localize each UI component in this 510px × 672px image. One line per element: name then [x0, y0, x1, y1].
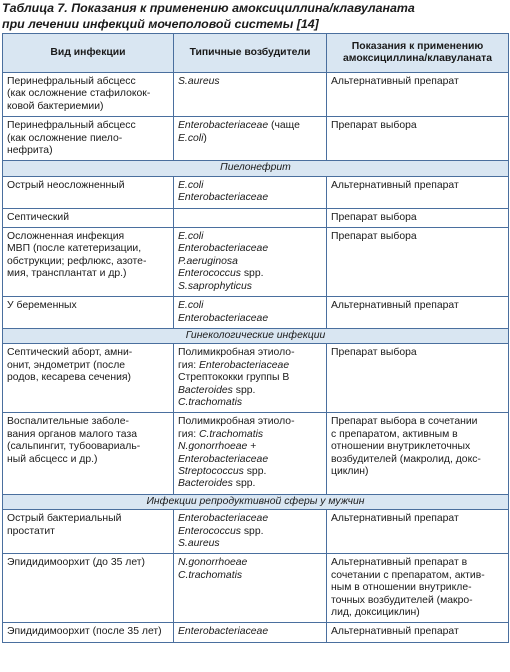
caption-line-2: при лечении инфекций мочеполовой системы [14]: [2, 17, 319, 31]
table-header-row: [3, 34, 509, 73]
cell-line: циклин): [331, 465, 369, 477]
pathogen-name: S.aureus: [178, 538, 220, 549]
cell-text: spp.: [240, 268, 264, 280]
pathogen-name: S.saprophyticus: [178, 280, 252, 292]
cell-line: ным в отношении внутрикле-: [331, 582, 472, 594]
section-row: [3, 494, 509, 509]
table-row: [3, 176, 509, 208]
cell-line: [178, 526, 322, 538]
pathogen-name: Bacteroides: [178, 478, 233, 490]
cell-indication: [327, 297, 509, 329]
cell-pathogens: [174, 228, 327, 297]
cell-line: Препарат выбора: [331, 120, 417, 132]
cell-line: [178, 281, 322, 293]
cell-line: ковой бактериемии): [7, 100, 104, 112]
cell-infection-type: [3, 510, 174, 554]
pathogen-name: Bacteroides: [178, 384, 233, 396]
table-row: [3, 117, 509, 161]
pathogen-name: Enterococcus: [178, 268, 241, 280]
cell-indication: [327, 117, 509, 161]
cell-line: [178, 557, 322, 569]
cell-line: МВП (после катетеризации,: [7, 243, 142, 255]
cell-line: [178, 538, 322, 550]
cell-line: [178, 626, 322, 638]
cell-line: Септический аборт, амни-: [7, 347, 133, 359]
cell-infection-type: [3, 228, 174, 297]
cell-line: Препарат выбора в сочетании: [331, 416, 478, 428]
cell-line: [178, 478, 322, 490]
cell-text: Полимикробная этиоло-: [178, 416, 295, 428]
cell-line: [178, 192, 322, 204]
table-row: [3, 73, 509, 117]
section-label: Гинекологические инфекции: [3, 328, 509, 343]
pathogen-name: Enterobacteriaceae: [199, 359, 290, 371]
pathogen-name: E.coli: [178, 179, 204, 191]
cell-line: точных возбудителей (макро-: [331, 594, 473, 606]
table-row: [3, 297, 509, 329]
cell-infection-type: [3, 413, 174, 494]
cell-line: вания органов малого таза: [7, 428, 138, 440]
table-row: [3, 208, 509, 227]
cell-pathogens: [174, 208, 327, 227]
table-row: [3, 554, 509, 623]
cell-indication: [327, 228, 509, 297]
cell-line: Альтернативный препарат: [331, 76, 459, 87]
cell-line: Альтернативный препарат: [331, 300, 459, 312]
page-bottom-edge: [0, 668, 510, 672]
cell-line: родов, кесарева сечения): [7, 372, 131, 384]
cell-line: с препаратом, активным в: [331, 428, 458, 440]
pathogen-name: Enterobacteriaceae: [178, 453, 269, 465]
cell-line: [178, 513, 322, 525]
pathogen-name: P.aeruginosa: [178, 255, 238, 267]
pathogen-name: S.aureus: [178, 76, 220, 87]
cell-indication: [327, 623, 509, 642]
cell-infection-type: [3, 117, 174, 161]
cell-line: [178, 180, 322, 192]
cell-pathogens: [174, 344, 327, 413]
pathogen-name: C.trachomatis: [199, 428, 264, 440]
cell-line: У беременных: [7, 300, 77, 312]
cell-line: Воспалительные заболе-: [7, 416, 129, 428]
cell-line: (как осложнение стафилокок-: [7, 88, 151, 100]
cell-text: +: [247, 441, 257, 453]
cell-line: Острый неосложненный: [7, 179, 125, 191]
pathogen-name: Enterococcus: [178, 525, 241, 537]
pathogen-name: C.trachomatis: [178, 396, 243, 408]
cell-infection-type: [3, 176, 174, 208]
cell-indication: [327, 344, 509, 413]
cell-line: обструкции; рефлюкс, азоте-: [7, 255, 147, 267]
cell-line: ный абсцесс и др.): [7, 453, 98, 465]
pathogen-name: Streptococcus: [178, 465, 244, 477]
cell-infection-type: [3, 554, 174, 623]
cell-infection-type: [3, 208, 174, 227]
cell-line: нефрита): [7, 145, 53, 157]
cell-line: простатит: [7, 525, 55, 537]
cell-infection-type: [3, 73, 174, 117]
cell-text: spp.: [240, 525, 264, 537]
cell-line: возбудителей (макролид, докс-: [331, 453, 481, 465]
pathogen-name: Enterobacteriaceae: [178, 120, 269, 132]
cell-pathogens: [174, 554, 327, 623]
cell-pathogens: [174, 623, 327, 642]
cell-line: [178, 429, 322, 441]
cell-line: Альтернативный препарат: [331, 626, 459, 638]
cell-line: мия, трансплантат и др.): [7, 268, 127, 280]
cell-line: [178, 441, 322, 453]
cell-text: Стрептококки группы В: [178, 372, 290, 384]
cell-indication: [327, 413, 509, 494]
cell-line: [178, 300, 322, 312]
section-label: Пиелонефрит: [3, 161, 509, 176]
cell-line: Альтернативный препарат: [331, 179, 459, 191]
cell-line: сочетании с препаратом, актив-: [331, 569, 485, 581]
section-label: Инфекции репродуктивной сферы у мужчин: [3, 494, 509, 509]
cell-text: Полимикробная этиоло-: [178, 347, 295, 359]
table-row: [3, 344, 509, 413]
cell-pathogens: [174, 413, 327, 494]
cell-text: spp.: [232, 384, 256, 396]
section-row: [3, 161, 509, 176]
cell-line: [178, 454, 322, 466]
cell-line: [178, 243, 322, 255]
cell-indication: [327, 510, 509, 554]
cell-line: Осложненная инфекция: [7, 231, 125, 243]
cell-line: [178, 466, 322, 478]
cell-line: [178, 231, 322, 243]
cell-line: отношении внутриклеточных: [331, 441, 471, 453]
cell-line: [178, 397, 322, 409]
cell-infection-type: [3, 623, 174, 642]
cell-line: (как осложнение пиело-: [7, 132, 123, 144]
pathogen-name: Enterobacteriaceae: [178, 513, 269, 525]
header-infection-type: Вид инфекции: [3, 34, 174, 73]
cell-line: [178, 133, 322, 145]
pathogen-name: N.gonorrhoeae: [178, 441, 248, 453]
cell-pathogens: [174, 117, 327, 161]
pathogen-name: C.trachomatis: [178, 569, 243, 581]
cell-pathogens: [174, 73, 327, 117]
cell-line: Септический: [7, 211, 70, 223]
cell-pathogens: [174, 176, 327, 208]
cell-line: Перинефральный абсцесс: [7, 76, 136, 87]
cell-line: Альтернативный препарат: [331, 513, 459, 525]
pathogen-name: E.coli: [178, 132, 204, 144]
pathogen-name: Enterobacteriaceae: [178, 192, 269, 204]
cell-line: [178, 360, 322, 372]
cell-text: ): [203, 132, 207, 144]
cell-line: Острый бактериальный: [7, 513, 122, 525]
cell-line: Препарат выбора: [331, 231, 417, 243]
cell-text: (чаще: [268, 120, 300, 132]
table-row: [3, 228, 509, 297]
header-pathogens: Типичные возбудители: [174, 34, 327, 73]
cell-line: [178, 570, 322, 582]
cell-infection-type: [3, 344, 174, 413]
cell-line: [178, 76, 322, 88]
pathogen-name: Enterobacteriaceae: [178, 312, 269, 324]
cell-line: Препарат выбора: [331, 347, 417, 359]
section-row: [3, 328, 509, 343]
cell-line: Препарат выбора: [331, 211, 417, 223]
cell-infection-type: [3, 297, 174, 329]
cell-indication: [327, 208, 509, 227]
cell-line: Эпидидимоорхит (после 35 лет): [7, 626, 162, 638]
cell-indication: [327, 554, 509, 623]
table-caption: [2, 0, 508, 32]
cell-line: [178, 372, 322, 384]
cell-pathogens: [174, 297, 327, 329]
pathogen-name: E.coli: [178, 300, 204, 312]
cell-line: Перинефральный абсцесс: [7, 120, 136, 132]
pathogen-name: Enterobacteriaceae: [178, 626, 269, 638]
cell-text: гия:: [178, 359, 199, 371]
header-indications-line-1: Показания к применению: [351, 40, 484, 52]
pathogen-name: N.gonorrhoeae: [178, 557, 248, 569]
cell-text: гия:: [178, 428, 199, 440]
cell-line: [178, 385, 322, 397]
table-row: [3, 623, 509, 642]
header-indications: [327, 34, 509, 73]
cell-line: (сальпингит, тубоовариаль-: [7, 441, 141, 453]
cell-pathogens: [174, 510, 327, 554]
pathogen-name: E.coli: [178, 231, 204, 243]
cell-line: онит, эндометрит (после: [7, 359, 126, 371]
cell-line: [178, 120, 322, 132]
indications-table: [2, 33, 509, 643]
pathogen-name: Enterobacteriaceae: [178, 243, 269, 255]
cell-line: лид, доксициклин): [331, 607, 420, 619]
table-row: [3, 510, 509, 554]
cell-line: Эпидидимоорхит (до 35 лет): [7, 557, 145, 569]
table-body: [3, 73, 509, 643]
cell-line: Альтернативный препарат в: [331, 557, 468, 569]
caption-line-1: Таблица 7. Показания к применению амоксициллина/клавуланата: [2, 1, 415, 15]
cell-indication: [327, 176, 509, 208]
cell-indication: [327, 73, 509, 117]
cell-line: [178, 347, 322, 359]
header-indications-line-2: амоксициллина/клавуланата: [343, 53, 492, 64]
cell-line: [178, 256, 322, 268]
table-row: [3, 413, 509, 494]
cell-line: [178, 313, 322, 325]
cell-line: [178, 416, 322, 428]
cell-text: spp.: [232, 478, 256, 490]
cell-line: [178, 268, 322, 280]
cell-text: spp.: [243, 465, 267, 477]
